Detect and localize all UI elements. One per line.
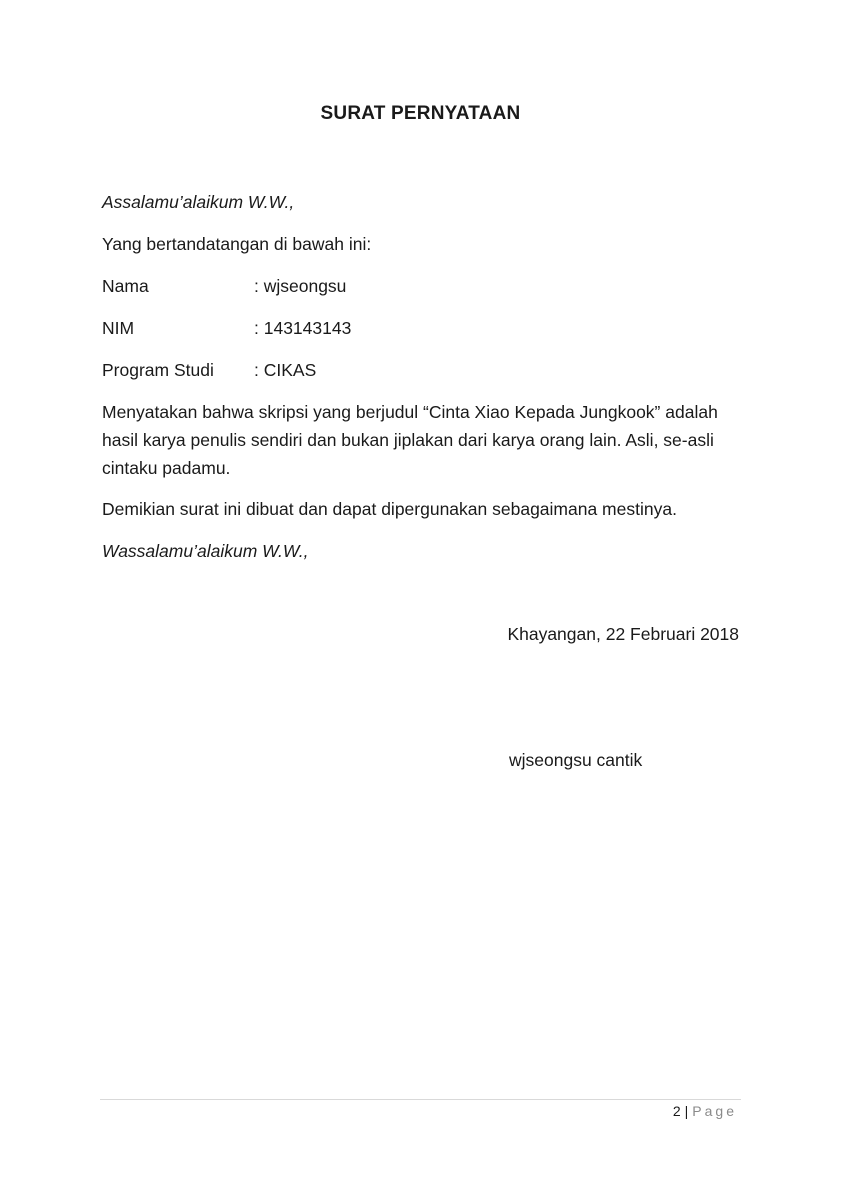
page-number: 2 (672, 1103, 681, 1119)
footer-divider (100, 1099, 741, 1100)
intro-text: Yang bertandatangan di bawah ini: (102, 234, 372, 254)
statement-paragraph (102, 398, 762, 482)
field-label-nama: Nama (102, 276, 149, 296)
page-label: Page (692, 1103, 737, 1119)
field-value-nim: : 143143143 (254, 318, 352, 338)
footer-separator: | (684, 1103, 689, 1119)
field-value-program-studi: : CIKAS (254, 360, 317, 380)
signer-name: wjseongsu cantik (509, 750, 643, 770)
document-title: SURAT PERNYATAAN (320, 103, 521, 124)
field-value-nama: : wjseongsu (254, 276, 347, 296)
place-date: Khayangan, 22 Februari 2018 (507, 624, 739, 644)
greeting: Assalamu’alaikum W.W., (102, 192, 295, 212)
field-label-program-studi: Program Studi (102, 360, 214, 380)
farewell: Wassalamu’alaikum W.W., (102, 541, 309, 561)
field-label-nim: NIM (102, 318, 135, 338)
closing-text: Demikian surat ini dibuat dan dapat dipergunakan sebagaimana mestinya. (102, 499, 677, 519)
page-footer (673, 1101, 737, 1121)
statement-line: hasil karya penulis sendiri dan bukan jiplakan dari karya orang lain. Asli, se-asli (102, 430, 714, 450)
statement-line: Menyatakan bahwa skripsi yang berjudul “Cinta Xiao Kepada Jungkook” adalah (102, 402, 718, 422)
statement-line: cintaku padamu. (102, 458, 231, 478)
